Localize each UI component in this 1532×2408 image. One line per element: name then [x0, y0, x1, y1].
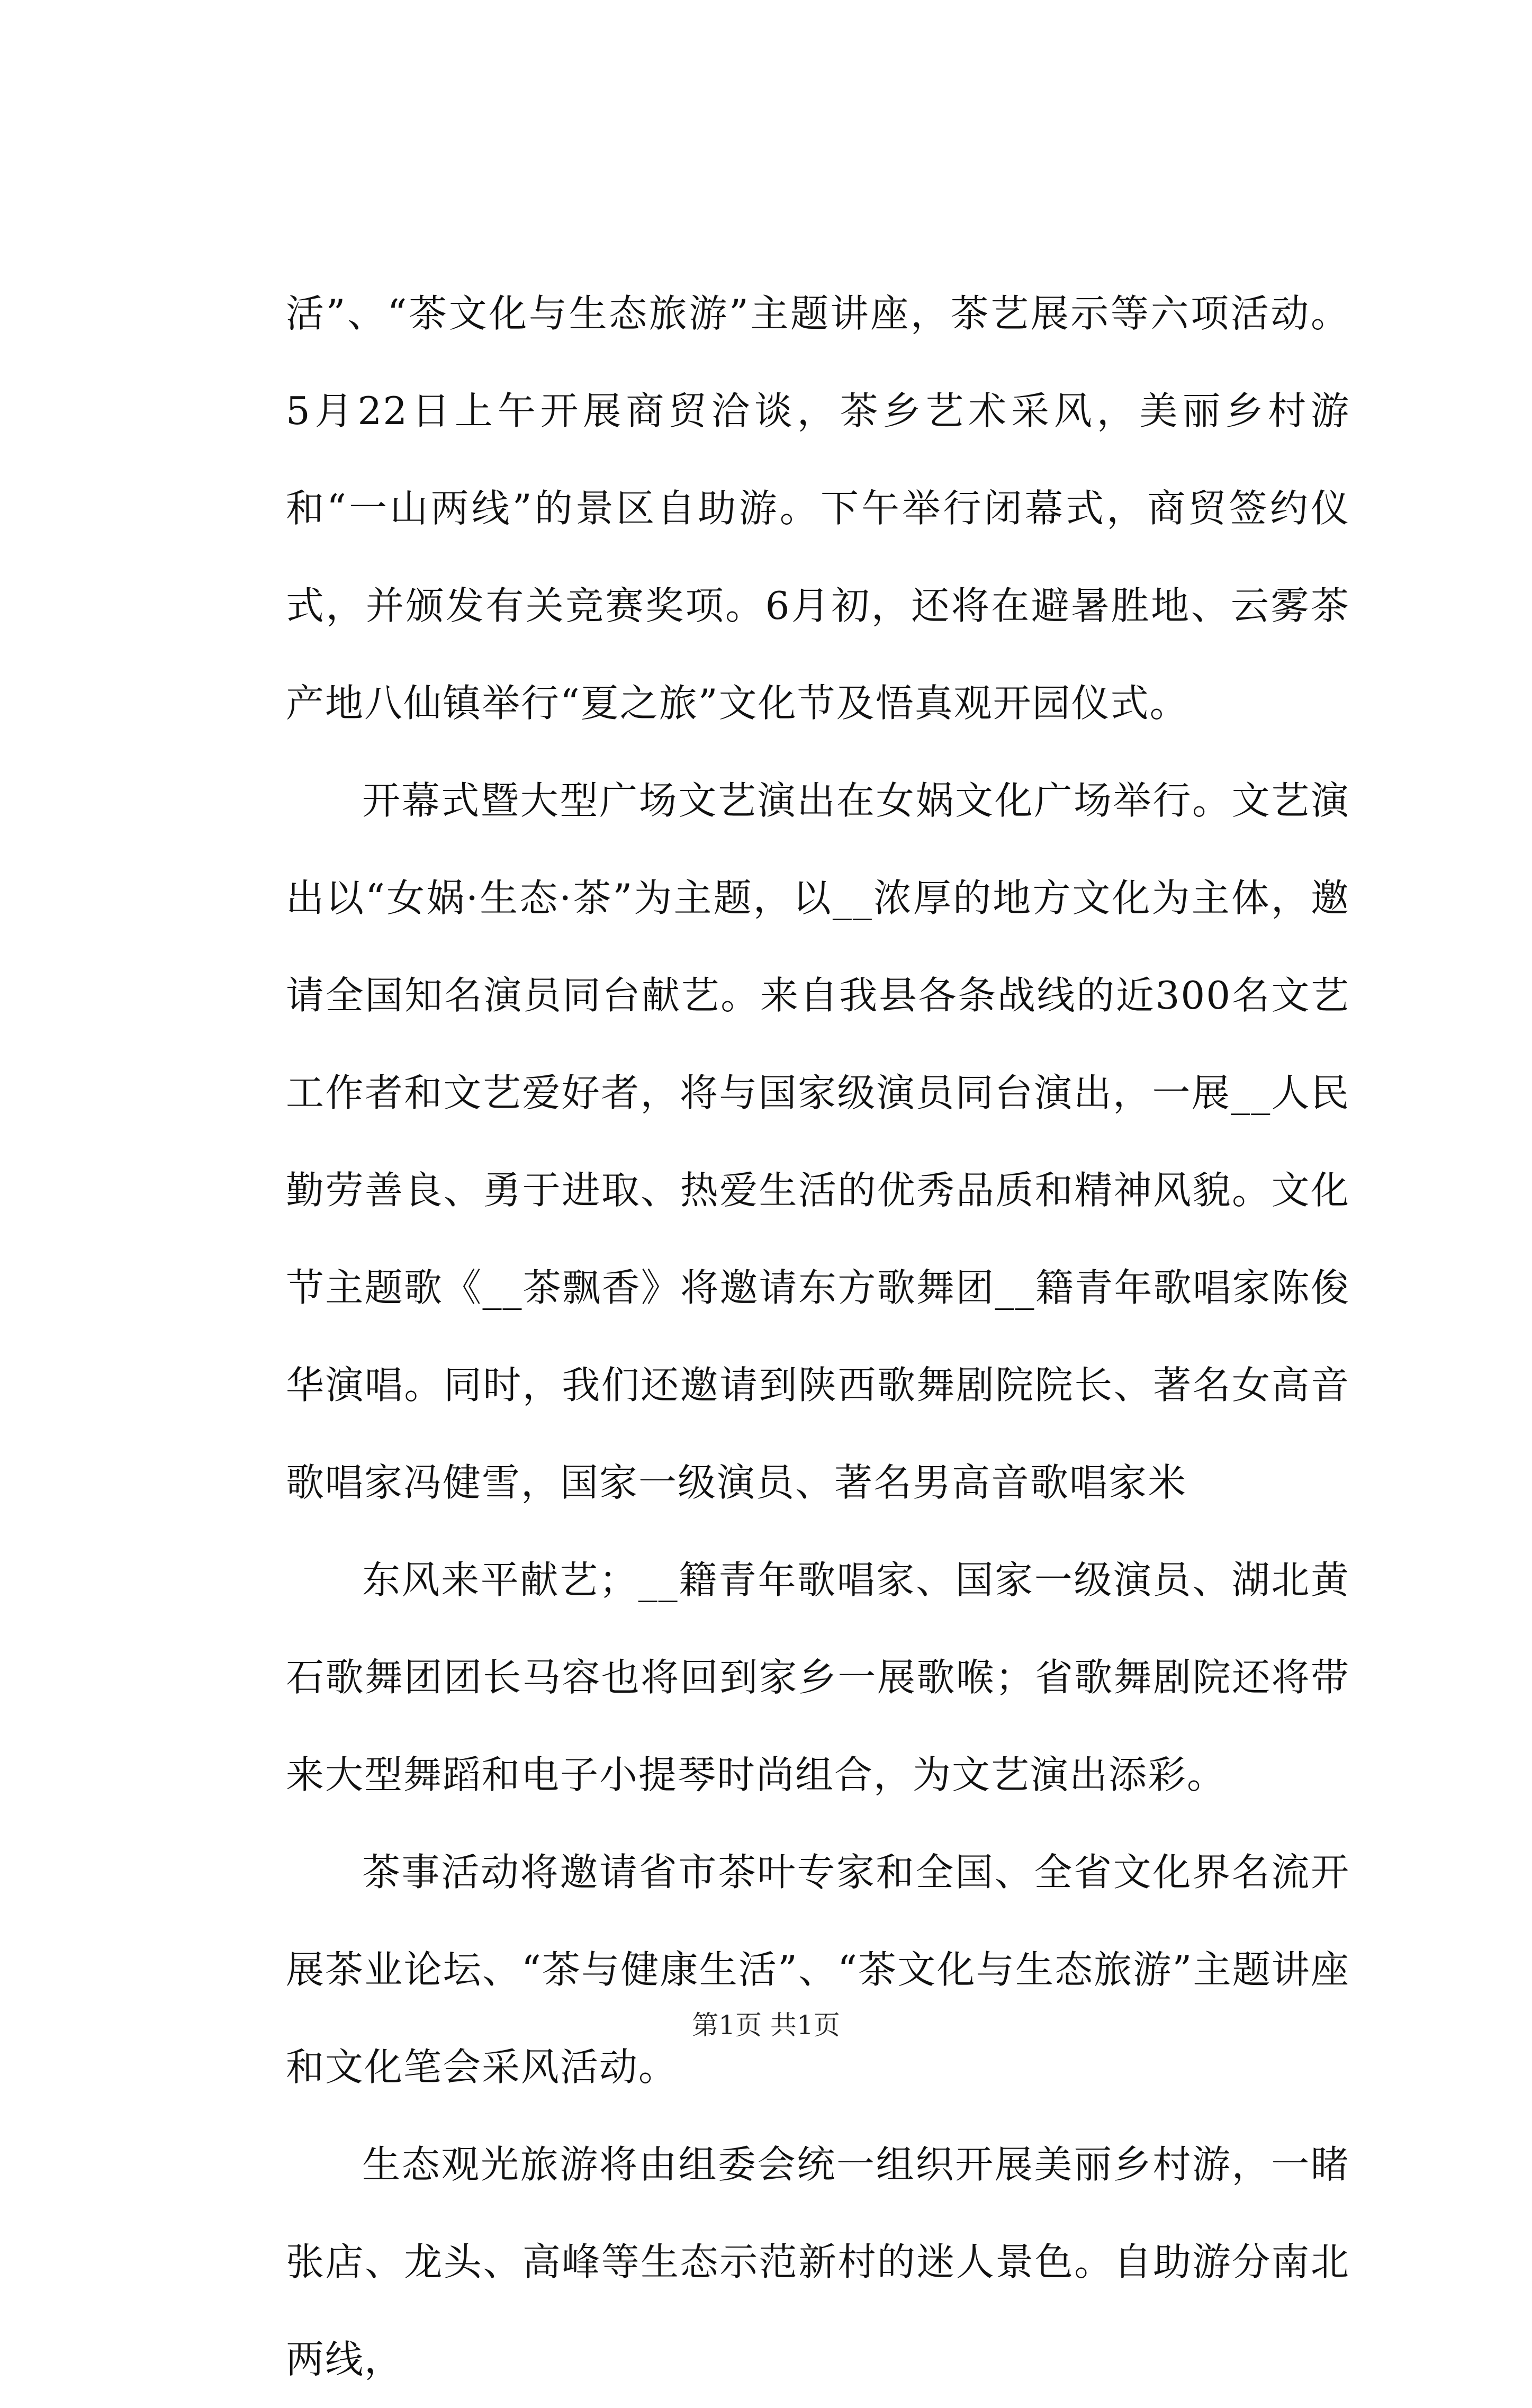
document-body [286, 265, 1350, 2408]
paragraph-1: 活”、“茶文化与生态旅游”主题讲座，茶艺展示等六项活动。5月22日上午开展商贸洽谈，茶乡艺术采风，美丽乡村游和“一山两线”的景区自助游。下午举行闭幕式，商贸签约仪式，并颁发有关竞赛奖项。6月初，还将在避暑胜地、云雾茶产地八仙镇举行“夏之旅”文化节及悟真观开园仪式。 [286, 291, 1350, 725]
paragraph-4: 茶事活动将邀请省市茶叶专家和全国、全省文化界名流开展茶业论坛、“茶与健康生活”、“茶文化与生态旅游”主题讲座和文化笔会采风活动。 [286, 1850, 1350, 2089]
paragraph-3: 东风来平献艺；__籍青年歌唱家、国家一级演员、湖北黄石歌舞团团长马容也将回到家乡一展歌喉；省歌舞剧院还将带来大型舞蹈和电子小提琴时尚组合，为文艺演出添彩。 [286, 1558, 1350, 1797]
page-footer: 第1页 共1页 [692, 2010, 840, 2041]
paragraph-2: 开幕式暨大型广场文艺演出在女娲文化广场举行。文艺演出以“女娲·生态·茶”为主题，以__浓厚的地方文化为主体，邀请全国知名演员同台献艺。来自我县各条战线的近300名文艺工作者和文艺爱好者，将与国家级演员同台演出，一展__人民勤劳善良、勇于进取、热爱生活的优秀品质和精神风貌。文化节主题歌《__茶飘香》将邀请东方歌舞团__籍青年歌唱家陈俊华演唱。同时，我们还邀请到陕西歌舞剧院院长、著名女高音歌唱家冯健雪，国家一级演员、著名男高音歌唱家米 [286, 778, 1350, 1505]
paragraph-5: 生态观光旅游将由组委会统一组织开展美丽乡村游，一睹张店、龙头、高峰等生态示范新村的迷人景色。自助游分南北两线， [286, 2142, 1350, 2382]
